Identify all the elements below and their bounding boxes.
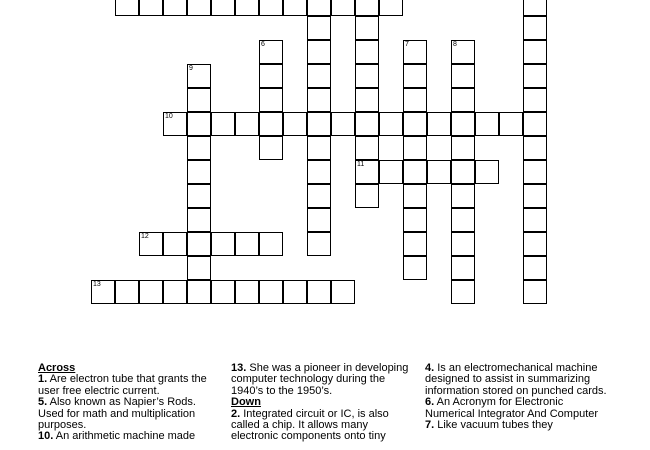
clue-text: Are electron tube that grants the user free electric current. xyxy=(38,373,207,397)
grid-cell[interactable] xyxy=(403,232,427,256)
grid-cell[interactable] xyxy=(187,112,211,136)
grid-cell[interactable] xyxy=(139,280,163,304)
grid-cell[interactable] xyxy=(307,136,331,160)
grid-cell[interactable] xyxy=(523,16,547,40)
grid-cell[interactable] xyxy=(331,0,355,16)
grid-cell[interactable] xyxy=(523,112,547,136)
grid-cell[interactable] xyxy=(163,232,187,256)
grid-cell[interactable] xyxy=(139,232,163,256)
grid-cell[interactable] xyxy=(307,208,331,232)
clue-number: 10. xyxy=(38,430,54,443)
clue-down-4 xyxy=(425,363,607,397)
grid-cell[interactable] xyxy=(355,40,379,64)
grid-cell[interactable] xyxy=(259,40,283,64)
grid-cell[interactable] xyxy=(187,64,211,88)
grid-cell[interactable] xyxy=(379,160,403,184)
grid-cell[interactable] xyxy=(355,160,379,184)
grid-cell[interactable] xyxy=(355,112,379,136)
grid-cell[interactable] xyxy=(235,280,259,304)
grid-cell[interactable] xyxy=(427,160,451,184)
grid-cell[interactable] xyxy=(523,208,547,232)
grid-cell[interactable] xyxy=(451,40,475,64)
grid-cell[interactable] xyxy=(523,88,547,112)
grid-cell[interactable] xyxy=(259,0,283,16)
grid-cell[interactable] xyxy=(523,256,547,280)
clue-across-13 xyxy=(231,363,413,397)
grid-cell[interactable] xyxy=(355,88,379,112)
clue-number: 4. xyxy=(425,362,435,374)
grid-cell[interactable] xyxy=(187,184,211,208)
clue-across-5 xyxy=(38,397,220,431)
grid-cell[interactable] xyxy=(403,112,427,136)
cell-number: 8 xyxy=(453,41,457,48)
grid-cell[interactable] xyxy=(211,112,235,136)
clue-number: 7. xyxy=(425,419,435,432)
grid-cell[interactable] xyxy=(211,280,235,304)
grid-cell[interactable] xyxy=(283,280,307,304)
clue-down-7 xyxy=(425,420,607,431)
across-heading: Across xyxy=(38,362,76,374)
grid-cell[interactable] xyxy=(259,112,283,136)
clue-across-10 xyxy=(38,431,220,442)
grid-cell[interactable] xyxy=(307,16,331,40)
grid-cell[interactable] xyxy=(187,160,211,184)
grid-cell[interactable] xyxy=(403,208,427,232)
grid-cell[interactable] xyxy=(451,280,475,304)
grid-cell[interactable] xyxy=(307,112,331,136)
grid-cell[interactable] xyxy=(451,256,475,280)
grid-cell[interactable] xyxy=(187,0,211,16)
grid-cell[interactable] xyxy=(355,16,379,40)
grid-cell[interactable] xyxy=(259,64,283,88)
clues-column-2 xyxy=(231,363,413,443)
grid-cell[interactable] xyxy=(139,0,163,16)
grid-cell[interactable] xyxy=(307,40,331,64)
down-heading: Down xyxy=(231,396,261,409)
grid-cell[interactable] xyxy=(523,280,547,304)
grid-cell[interactable] xyxy=(499,112,523,136)
grid-cell[interactable] xyxy=(307,232,331,256)
clue-text: Integrated circuit or IC, is also called a chip. It allows many electronic components onto tiny xyxy=(231,407,389,443)
grid-cell[interactable] xyxy=(283,0,307,16)
grid-cell[interactable] xyxy=(235,232,259,256)
clue-text: An arithmetic machine made xyxy=(55,430,196,443)
grid-cell[interactable] xyxy=(451,232,475,256)
grid-cell[interactable] xyxy=(91,280,115,304)
cell-number: 6 xyxy=(261,41,265,48)
grid-cell[interactable] xyxy=(355,184,379,208)
clue-text: Is an electromechanical machine designed to assist in summarizing information stored on punched cards. xyxy=(425,362,607,397)
grid-cell[interactable] xyxy=(187,88,211,112)
grid-cell[interactable] xyxy=(259,232,283,256)
clue-number: 2. xyxy=(231,407,241,420)
grid-cell[interactable] xyxy=(523,136,547,160)
grid-cell[interactable] xyxy=(379,112,403,136)
clue-down-6 xyxy=(425,397,607,420)
grid-cell[interactable] xyxy=(403,136,427,160)
grid-cell[interactable] xyxy=(307,160,331,184)
grid-cell[interactable] xyxy=(235,0,259,16)
grid-cell[interactable] xyxy=(403,88,427,112)
grid-cell[interactable] xyxy=(187,256,211,280)
grid-cell[interactable] xyxy=(211,0,235,16)
clue-text: She was a pioneer in developing computer technology during the 1940’s to the 1950’s. xyxy=(231,362,409,397)
clue-number: 1. xyxy=(38,373,48,386)
clues-column-3 xyxy=(425,363,607,431)
grid-cell[interactable] xyxy=(523,0,547,16)
grid-cell[interactable] xyxy=(355,64,379,88)
grid-cell[interactable] xyxy=(163,280,187,304)
grid-cell[interactable] xyxy=(451,160,475,184)
grid-cell[interactable] xyxy=(163,112,187,136)
grid-cell[interactable] xyxy=(331,112,355,136)
grid-cell[interactable] xyxy=(379,0,403,16)
clue-across-1 xyxy=(38,374,220,397)
clue-number: 13. xyxy=(231,362,247,374)
grid-cell[interactable] xyxy=(307,88,331,112)
grid-cell[interactable] xyxy=(307,280,331,304)
grid-cell[interactable] xyxy=(403,64,427,88)
grid-cell[interactable] xyxy=(115,0,139,16)
grid-cell[interactable] xyxy=(451,136,475,160)
grid-cell[interactable] xyxy=(331,280,355,304)
cell-number: 10 xyxy=(165,113,173,120)
grid-cell[interactable] xyxy=(451,208,475,232)
grid-cell[interactable] xyxy=(475,160,499,184)
grid-cell[interactable] xyxy=(187,232,211,256)
grid-cell[interactable] xyxy=(259,88,283,112)
grid-cell[interactable] xyxy=(451,112,475,136)
grid-cell[interactable] xyxy=(427,112,451,136)
grid-cell[interactable] xyxy=(163,0,187,16)
grid-cell[interactable] xyxy=(451,184,475,208)
cell-number: 11 xyxy=(357,161,365,168)
grid-cell[interactable] xyxy=(259,136,283,160)
clue-down-2 xyxy=(231,409,413,443)
grid-cell[interactable] xyxy=(235,112,259,136)
grid-cell[interactable] xyxy=(307,64,331,88)
cell-number: 7 xyxy=(405,41,409,48)
cell-number: 9 xyxy=(189,65,193,72)
grid-cell[interactable] xyxy=(187,136,211,160)
grid-cell[interactable] xyxy=(475,112,499,136)
grid-cell[interactable] xyxy=(283,112,307,136)
grid-cell[interactable] xyxy=(211,232,235,256)
grid-cell[interactable] xyxy=(523,160,547,184)
grid-cell[interactable] xyxy=(187,280,211,304)
grid-cell[interactable] xyxy=(307,0,331,16)
clue-number: 5. xyxy=(38,396,48,409)
clue-number: 6. xyxy=(425,396,435,409)
grid-cell[interactable] xyxy=(355,136,379,160)
cell-number: 13 xyxy=(93,281,101,288)
grid-cell[interactable] xyxy=(451,88,475,112)
cell-number: 12 xyxy=(141,233,149,240)
clue-text: Also known as Napier’s Rods. Used for math and multiplication purposes. xyxy=(38,396,196,432)
grid-cell[interactable] xyxy=(187,208,211,232)
grid-cell[interactable] xyxy=(355,0,379,16)
grid-cell[interactable] xyxy=(403,256,427,280)
clue-text: An Acronym for Electronic Numerical Integrator And Computer xyxy=(425,396,599,420)
grid-cell[interactable] xyxy=(403,40,427,64)
grid-cell[interactable] xyxy=(523,232,547,256)
grid-cell[interactable] xyxy=(523,64,547,88)
clues-column-1 xyxy=(38,363,220,443)
clue-text: Like vacuum tubes they xyxy=(437,419,553,432)
grid-cell[interactable] xyxy=(259,280,283,304)
grid-cell[interactable] xyxy=(307,184,331,208)
grid-cell[interactable] xyxy=(115,280,139,304)
grid-cell[interactable] xyxy=(523,40,547,64)
grid-cell[interactable] xyxy=(403,184,427,208)
grid-cell[interactable] xyxy=(451,64,475,88)
grid-cell[interactable] xyxy=(523,184,547,208)
grid-cell[interactable] xyxy=(403,160,427,184)
